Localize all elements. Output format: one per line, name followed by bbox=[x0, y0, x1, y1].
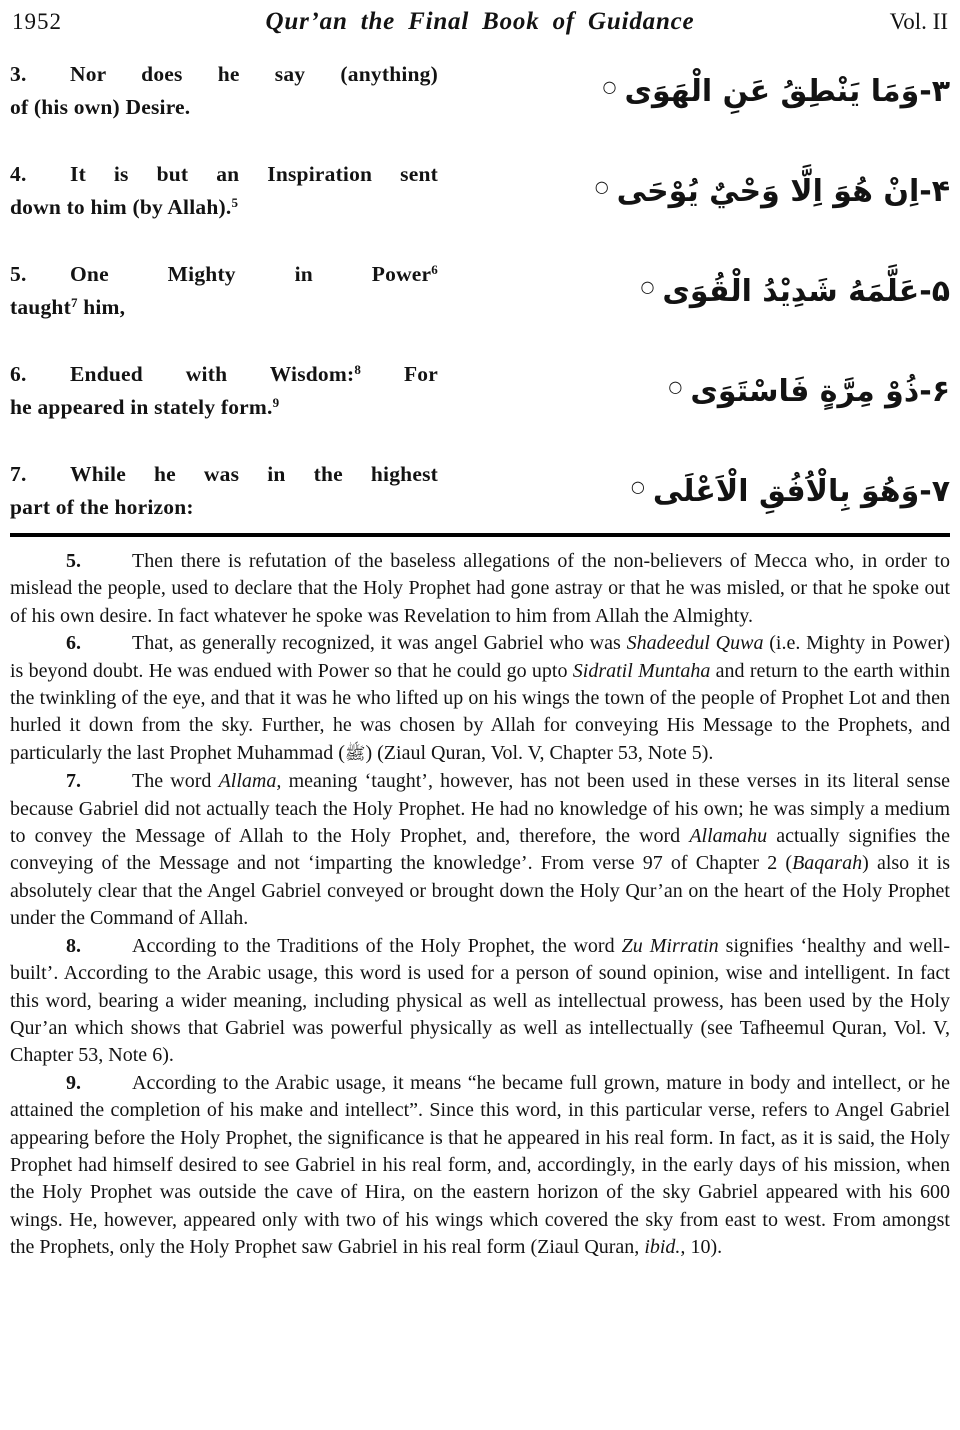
ayah-end-icon: ○ bbox=[668, 376, 683, 396]
text-segment: he appeared in stately form. bbox=[10, 395, 273, 419]
verse-line bbox=[10, 358, 438, 391]
text-segment: meaning ‘taught’, however, has not been used in these verses in its literal sense because Gabriel did not actually teach the Holy Prophet. He had no knowledge of his own; he was simply a medium to convey the Message of Allah to the Holy Prophet, and, therefore, the word bbox=[10, 770, 950, 848]
text-segment: According to the Arabic usage, it means “he became full grown, mature in body and intellect, or he attained the completion of his make and intellect”. Since this word, in this particular verse, refers to Angel Gabriel appearing before the Holy Prophet, the significance is that he appeared in his real form. In fact, as it is said, the Holy Prophet had himself desired to see Gabriel in his real form, and, accordingly, in the early days of his mission, when the Holy Prophet was outside the cave of Hira, on the eastern horizon of the sky Gabriel appeared with his 600 wings. He, however, appeared only with two of his wings which covered the sky from east to west. From amongst the Prophets, only the Holy Prophet saw Gabriel in his real form (Ziaul Quran, bbox=[10, 1071, 950, 1259]
text-segment: ) also it is absolutely clear that the Angel Gabriel conveyed or brought down the Holy Qur’an on the heart of the Holy Prophet under the Command of Allah. bbox=[10, 852, 950, 930]
footnote-ref-superscript: 5 bbox=[231, 195, 239, 210]
verse-translation bbox=[10, 258, 438, 324]
text-segment: While he was in the highest bbox=[70, 462, 438, 486]
verse-arabic bbox=[438, 174, 950, 209]
verse-row bbox=[10, 158, 950, 224]
text-segment: him, bbox=[77, 295, 126, 319]
page-header bbox=[10, 8, 950, 36]
text-segment: (i.e. Mighty in Power) is beyond doubt. He was endued with Power so that he could go upto bbox=[10, 632, 951, 682]
verse-number: 3. bbox=[10, 62, 27, 86]
footnote-ref-superscript: 8 bbox=[354, 362, 362, 377]
text-segment: of (his own) Desire. bbox=[10, 95, 191, 119]
verse-translation bbox=[10, 158, 438, 224]
book-title: Qur’an the Final Book of Guidance bbox=[265, 8, 695, 35]
arabic-ayah-text: ۳-وَمَا يَنْطِقُ عَنِ الْهَوَى bbox=[624, 73, 950, 109]
arabic-ayah-text: ۴-اِنْ هُوَ اِلَّا وَحْيٌ يُوْحَى bbox=[616, 173, 950, 209]
verse-translation bbox=[10, 458, 438, 524]
verse-number: 7. bbox=[10, 462, 27, 486]
text-segment: Baqarah bbox=[792, 852, 863, 875]
text-segment: Endued with Wisdom: bbox=[70, 362, 355, 386]
section-divider bbox=[10, 533, 950, 537]
footnote-number: 7. bbox=[66, 770, 81, 793]
arabic-ayah-text: ۶-ذُوْ مِرَّةٍ فَاسْتَوَى bbox=[690, 373, 950, 409]
verse-line bbox=[10, 91, 438, 124]
verse-line bbox=[10, 291, 438, 324]
verse-line bbox=[10, 191, 438, 224]
verse-line bbox=[10, 491, 438, 524]
verses-section bbox=[10, 36, 950, 524]
verse-row bbox=[10, 458, 950, 524]
verse-number: 6. bbox=[10, 362, 27, 386]
ayah-end-icon: ○ bbox=[594, 176, 609, 196]
volume-label: Vol. II bbox=[889, 9, 948, 34]
footnote bbox=[10, 1070, 950, 1262]
verse-line bbox=[10, 58, 438, 91]
footnote-ref-superscript: 6 bbox=[431, 262, 438, 277]
footnote-ref-superscript: 9 bbox=[272, 395, 280, 410]
text-segment: Sidratil Muntaha bbox=[572, 659, 711, 682]
text-segment: That, as generally recognized, it was angel Gabriel who was bbox=[132, 632, 627, 655]
footnote-number: 5. bbox=[66, 550, 81, 572]
text-segment: ) (Ziaul Quran, Vol. V, Chapter 53, Note 5). bbox=[365, 741, 714, 764]
text-segment: taught bbox=[10, 295, 71, 319]
text-segment: Then there is refutation of the baseless allegations of the non-believers of Mecca who, in order to mislead the people, used to declare that the Holy Prophet had gone astray or that he was misled, or that he spoke out of his own desire. In fact whatever he spoke was Revelation to him from Allah the Almighty. bbox=[10, 550, 950, 627]
text-segment: One Mighty in Power bbox=[70, 262, 432, 286]
text-segment: Allama, bbox=[218, 770, 282, 793]
text-segment: signifies ‘healthy and well-built’. According to the Arabic usage, this word is used for a person of sound opinion, wise and intelligent. In fact this word, bearing a wider meaning, including physical as well as intellectual prowess, has been used by the Holy Qur’an which shows that Gabriel was powerful physically as well as intellectually (see Tafheemul Quran, Vol. V, Chapter 53, Note 6). bbox=[10, 934, 950, 1067]
arabic-ayah-text: ۷-وَهُوَ بِالْاُفُقِ الْاَعْلَى bbox=[652, 473, 950, 509]
text-segment: part of the horizon: bbox=[10, 495, 194, 519]
text-segment: down to him (by Allah). bbox=[10, 195, 232, 219]
ayah-end-icon: ○ bbox=[602, 76, 617, 96]
text-segment: Nor does he say (anything) bbox=[70, 62, 438, 86]
text-segment: Shadeedul Quwa bbox=[626, 632, 764, 655]
footnote bbox=[10, 768, 950, 932]
footnote-number: 8. bbox=[66, 934, 81, 957]
text-segment: It is but an Inspiration sent bbox=[70, 162, 438, 186]
verse-arabic bbox=[438, 374, 950, 409]
verse-line bbox=[10, 391, 438, 424]
verse-arabic bbox=[438, 74, 950, 109]
verse-row bbox=[10, 258, 950, 324]
verse-number: 4. bbox=[10, 162, 27, 186]
verse-line bbox=[10, 158, 438, 191]
salawat-symbol: ﷺ bbox=[344, 743, 366, 764]
verse-row bbox=[10, 58, 950, 124]
text-segment: According to the Traditions of the Holy Prophet, the word bbox=[132, 934, 622, 957]
verse-translation bbox=[10, 58, 438, 124]
verse-row bbox=[10, 358, 950, 424]
footnote-number: 6. bbox=[66, 632, 81, 655]
page-number: 1952 bbox=[12, 9, 62, 34]
text-segment: actually signifies the conveying of the Message and not ‘imparting the knowledge’. From verse 97 of Chapter 2 ( bbox=[10, 825, 950, 875]
text-segment: 10). bbox=[685, 1236, 723, 1259]
text-segment: Zu Mirratin bbox=[621, 934, 719, 957]
footnotes-section bbox=[10, 548, 950, 1262]
ayah-end-icon: ○ bbox=[630, 476, 645, 496]
footnote bbox=[10, 630, 950, 768]
verse-arabic bbox=[438, 474, 950, 509]
text-segment: ibid., bbox=[644, 1236, 686, 1259]
text-segment: and return to the earth within the twinkling of the eye, and that it was he who lifted up on his wings the town of the people of Prophet Lot and then hurled it down from the sky. Further, he was chosen by Allah for conveying His Message to the Prophets, and particularly the last Prophet Muhammad ( bbox=[10, 659, 950, 764]
verse-line bbox=[10, 458, 438, 491]
verse-arabic bbox=[438, 274, 950, 309]
footnote-number: 9. bbox=[66, 1071, 81, 1094]
footnote-ref-superscript: 7 bbox=[70, 295, 78, 310]
ayah-end-icon: ○ bbox=[640, 276, 655, 296]
footnote bbox=[10, 933, 950, 1070]
verse-line bbox=[10, 258, 438, 291]
verse-translation bbox=[10, 358, 438, 424]
verse-number: 5. bbox=[10, 262, 27, 286]
text-segment: The word bbox=[132, 770, 219, 793]
arabic-ayah-text: ۵-عَلَّمَهُ شَدِيْدُ الْقُوَى bbox=[662, 273, 950, 309]
text-segment: For bbox=[361, 362, 438, 386]
text-segment: Allamahu bbox=[689, 825, 768, 848]
footnote bbox=[10, 548, 950, 630]
